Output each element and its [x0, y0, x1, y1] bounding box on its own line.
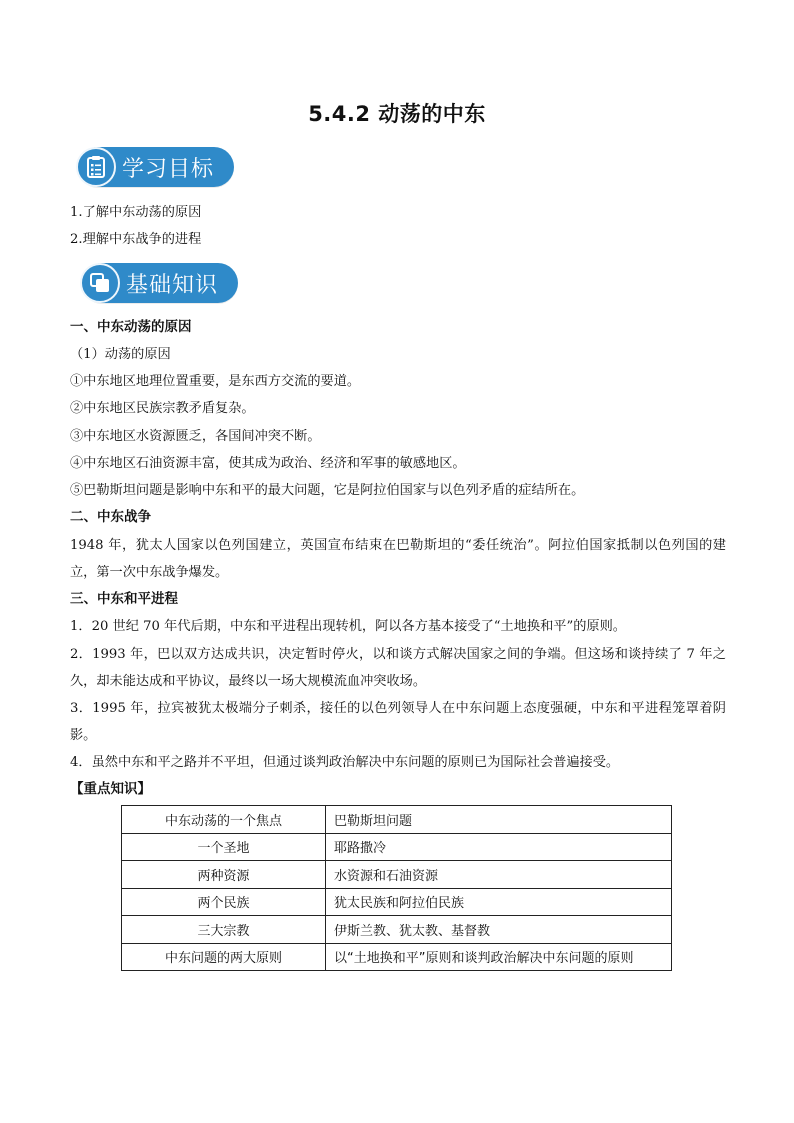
part3-item-1: 1．20 世纪 70 年代后期，中东和平进程出现转机，阿以各方基本接受了“土地换和平”的原则。 [70, 619, 626, 634]
goal-item-1: 1.了解中东动荡的原因 [70, 205, 202, 220]
part1-item-2: ②中东地区民族宗教矛盾复杂。 [70, 401, 255, 416]
learning-goals-banner [78, 147, 234, 187]
table-cell-label: 两个民族 [122, 888, 326, 916]
part1-item-3: ③中东地区水资源匮乏，各国间冲突不断。 [70, 429, 321, 444]
part3-item-3: 3．1995 年，拉宾被犹太极端分子刺杀，接任的以色列领导人在中东问题上态度强硬，中东和平进程笼罩着阴影。 [70, 701, 726, 743]
clipboard-checklist-icon [76, 147, 116, 187]
table-cell-value: 伊斯兰教、犹太教、基督教 [326, 916, 672, 944]
part1-heading: 一、中东动荡的原因 [70, 319, 192, 335]
table-cell-value: 巴勒斯坦问题 [326, 806, 672, 834]
table-cell-value: 水资源和石油资源 [326, 861, 672, 889]
table-cell-label: 两种资源 [122, 861, 326, 889]
part2-text: 1948 年，犹太人国家以色列国建立，英国宣布结束在巴勒斯坦的“委任统治”。阿拉伯国家抵制以色列国的建立，第一次中东战争爆发。 [70, 538, 726, 580]
part1-item-1: ①中东地区地理位置重要，是东西方交流的要道。 [70, 374, 361, 389]
table-cell-label: 一个圣地 [122, 833, 326, 861]
part1-item-5: ⑤巴勒斯坦问题是影响中东和平的最大问题，它是阿拉伯国家与以色列矛盾的症结所在。 [70, 483, 585, 498]
part3-heading: 三、中东和平进程 [70, 591, 178, 607]
part2-heading: 二、中东战争 [70, 509, 151, 525]
table-cell-label: 三大宗教 [122, 916, 326, 944]
page-title: 5.4.2 动荡的中东 [308, 102, 486, 126]
stacked-cards-icon [80, 263, 120, 303]
table-row [122, 888, 672, 916]
table-row [122, 861, 672, 889]
table-row [122, 833, 672, 861]
basic-knowledge-banner [82, 263, 238, 303]
key-points-heading: 【重点知识】 [70, 781, 151, 797]
part1-item-4: ④中东地区石油资源丰富，使其成为政治、经济和军事的敏感地区。 [70, 456, 466, 471]
goal-item-2: 2.理解中东战争的进程 [70, 232, 202, 247]
table-row [122, 806, 672, 834]
table-row [122, 916, 672, 944]
part3-item-4: 4．虽然中东和平之路并不平坦，但通过谈判政治解决中东问题的原则已为国际社会普遍接受。 [70, 755, 620, 770]
table-cell-value: 以“土地换和平”原则和谈判政治解决中东问题的原则 [326, 943, 672, 971]
table-cell-label: 中东问题的两大原则 [122, 943, 326, 971]
table-cell-value: 犹太民族和阿拉伯民族 [326, 888, 672, 916]
key-points-table [121, 805, 672, 971]
basic-knowledge-label: 基础知识 [126, 272, 219, 298]
learning-goals-label: 学习目标 [122, 156, 215, 182]
table-cell-value: 耶路撒冷 [326, 833, 672, 861]
part3-item-2: 2．1993 年，巴以双方达成共识，决定暂时停火，以和谈方式解决国家之间的争端。但这场和谈持续了 7 年之久，却未能达成和平协议，最终以一场大规模流血冲突收场。 [70, 647, 726, 689]
table-cell-label: 中东动荡的一个焦点 [122, 806, 326, 834]
table-row [122, 943, 672, 971]
part1-subheading: （1）动荡的原因 [70, 347, 171, 362]
